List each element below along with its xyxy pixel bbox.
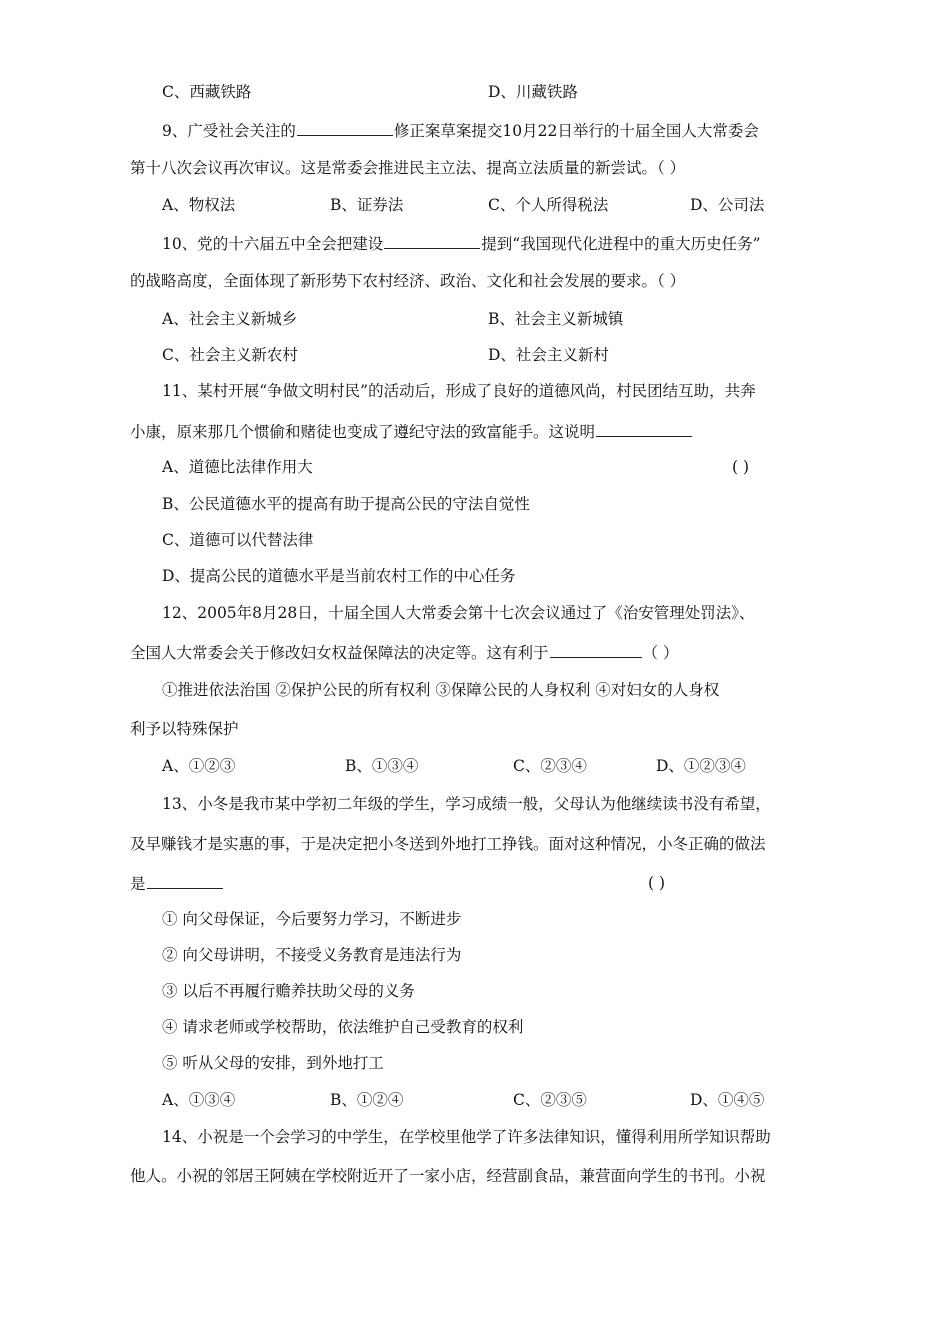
q10-option-c: C、社会主义新农村 xyxy=(162,346,298,364)
q11-option-b: B、公民道德水平的提高有助于提高公民的守法自觉性 xyxy=(162,495,530,513)
q11-answer-paren: ( ) xyxy=(732,458,750,476)
q11-line1: 11、某村开展“争做文明村民”的活动后，形成了良好的道德风尚，村民团结互助，共奔 xyxy=(162,382,756,400)
q11-option-d: D、提高公民的道德水平是当前农村工作的中心任务 xyxy=(162,567,516,585)
q13-line3 xyxy=(130,873,224,894)
q11-option-c: C、道德可以代替法律 xyxy=(162,531,314,549)
q9-option-c: C、个人所得税法 xyxy=(488,196,609,214)
q12-items-cont: 利予以特殊保护 xyxy=(130,720,239,738)
q8-option-c: C、西藏铁路 xyxy=(162,83,252,101)
q10-option-a: A、社会主义新城乡 xyxy=(162,310,298,328)
q11-option-a: A、道德比法律作用大 xyxy=(162,458,313,476)
q13-item-3: ③ 以后不再履行赡养扶助父母的义务 xyxy=(162,982,415,1000)
q10-stem-start: 10、党的十六届五中全会把建设 xyxy=(162,235,384,253)
q11-stem: 小康，原来那几个惯偷和赌徒也变成了遵纪守法的致富能手。这说明 xyxy=(130,423,596,441)
answer-blank xyxy=(147,873,223,889)
q10-line2: 的战略高度，全面体现了新形势下农村经济、政治、文化和社会发展的要求。（ ） xyxy=(130,272,686,290)
q14-line1: 14、小祝是一个会学习的中学生，在学校里他学了许多法律知识，懂得利用所学知识帮助 xyxy=(162,1128,771,1146)
q9-option-d: D、公司法 xyxy=(690,196,765,214)
q10-line1 xyxy=(162,233,761,254)
q9-stem-end: 修正案草案提交10月22日举行的十届全国人大常委会 xyxy=(393,122,759,140)
q9-line1 xyxy=(162,120,759,141)
q13-option-a: A、①③④ xyxy=(162,1091,236,1109)
q14-line2: 他人。小祝的邻居王阿姨在学校附近开了一家小店，经营副食品，兼营面向学生的书刊。小祝 xyxy=(130,1167,766,1185)
q10-option-b: B、社会主义新城镇 xyxy=(488,310,624,328)
q13-line2: 及早赚钱才是实惠的事，于是决定把小冬送到外地打工挣钱。面对这种情况，小冬正确的做法 xyxy=(130,835,766,853)
q11-line2 xyxy=(130,421,693,442)
q12-option-c: C、②③④ xyxy=(513,757,587,775)
q13-item-4: ④ 请求老师或学校帮助，依法维护自己受教育的权利 xyxy=(162,1018,524,1036)
q9-stem-start: 9、广受社会关注的 xyxy=(162,122,296,140)
answer-blank xyxy=(384,233,480,249)
q12-answer-paren: （ ） xyxy=(642,644,679,662)
q9-option-b: B、证券法 xyxy=(330,196,404,214)
q13-stem-end: 是 xyxy=(130,875,146,893)
q12-line2 xyxy=(130,642,678,663)
answer-blank xyxy=(596,421,692,437)
q12-line1: 12、2005年8月28日，十届全国人大常委会第十七次会议通过了《治安管理处罚法》、 xyxy=(162,604,755,622)
q9-line2: 第十八次会议再次审议。这是常委会推进民主立法、提高立法质量的新尝试。（ ） xyxy=(130,159,686,177)
q13-item-1: ① 向父母保证，今后要努力学习，不断进步 xyxy=(162,910,462,928)
q12-option-a: A、①②③ xyxy=(162,757,236,775)
q8-option-d: D、川藏铁路 xyxy=(488,83,578,101)
q9-option-a: A、物权法 xyxy=(162,196,236,214)
q10-option-d: D、社会主义新村 xyxy=(488,346,609,364)
q13-item-5: ⑤ 听从父母的安排，到外地打工 xyxy=(162,1054,384,1072)
q13-item-2: ② 向父母讲明，不接受义务教育是违法行为 xyxy=(162,946,462,964)
q12-items: ①推进依法治国 ②保护公民的所有权利 ③保障公民的人身权利 ④对妇女的人身权 xyxy=(162,681,720,699)
q13-option-c: C、②③⑤ xyxy=(513,1091,587,1109)
answer-blank xyxy=(297,120,393,136)
q13-line1: 13、小冬是我市某中学初二年级的学生，学习成绩一般，父母认为他继续读书没有希望， xyxy=(162,795,771,813)
q13-answer-paren: ( ) xyxy=(648,874,666,892)
q12-option-d: D、①②③④ xyxy=(656,757,746,775)
q13-option-d: D、①④⑤ xyxy=(690,1091,765,1109)
q10-stem-end: 提到“我国现代化进程中的重大历史任务” xyxy=(481,235,761,253)
q12-option-b: B、①③④ xyxy=(345,757,419,775)
answer-blank xyxy=(550,642,642,658)
q13-option-b: B、①②④ xyxy=(330,1091,404,1109)
q12-stem: 全国人大常委会关于修改妇女权益保障法的决定等。这有利于 xyxy=(130,644,549,662)
